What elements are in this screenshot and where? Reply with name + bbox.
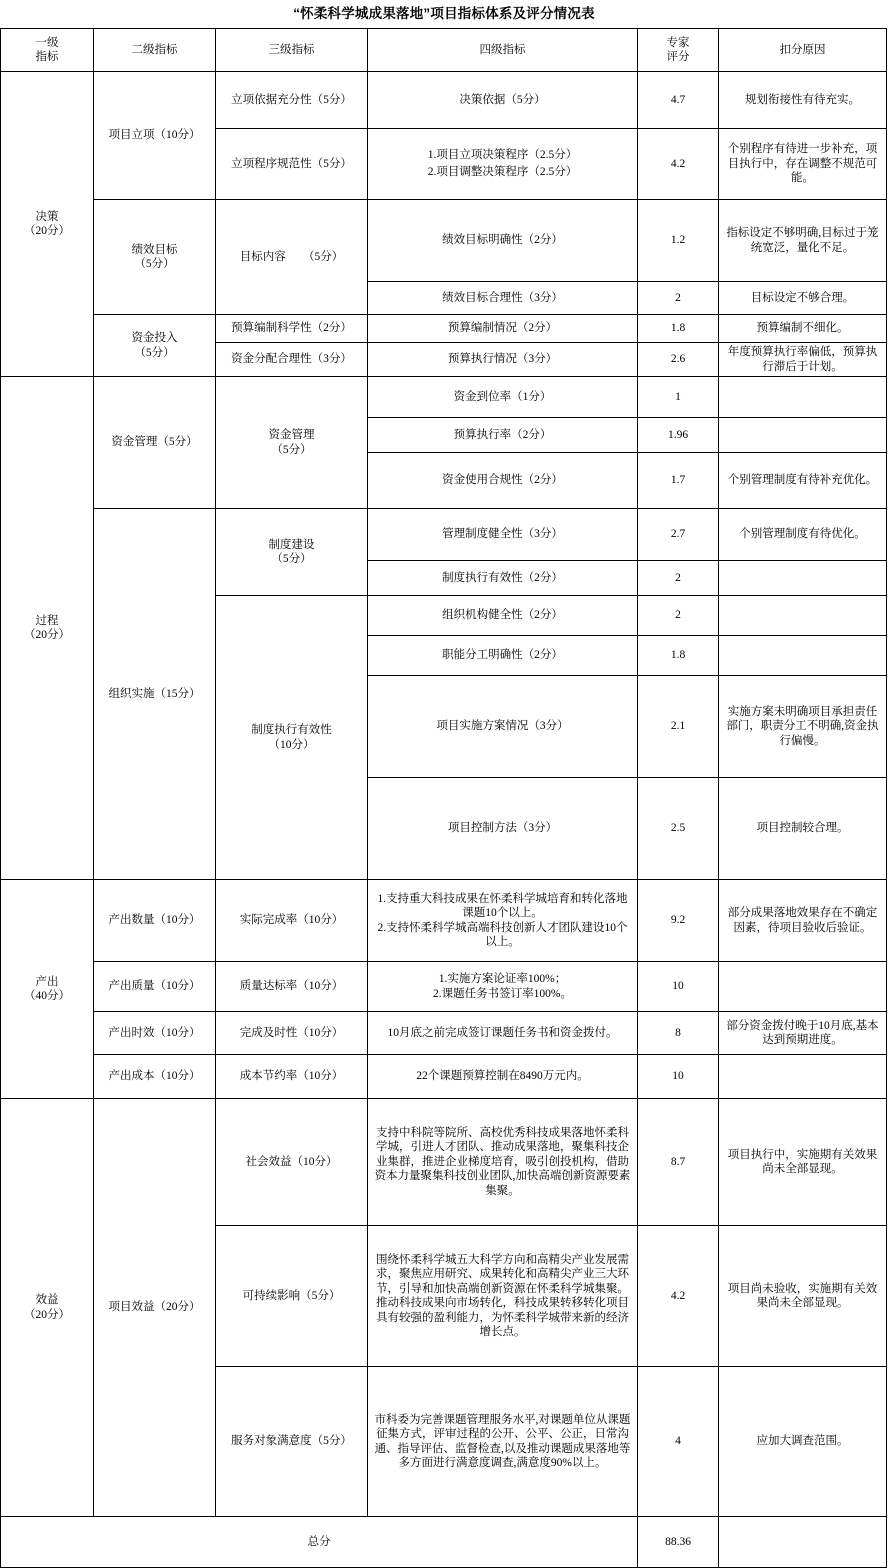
level3-indicator-weight: （10分） (268, 738, 315, 751)
level3-indicator-name: 目标内容 （5分） (239, 250, 344, 263)
level4-indicator-cell (368, 880, 638, 962)
expert-score-cell: 1 (638, 377, 719, 418)
deduction-reason-cell: 项目控制较合理。 (719, 778, 887, 880)
column-header-expert-score-line1: 专家 (666, 36, 690, 49)
level4-indicator-cell: 预算编制情况（2分） (368, 315, 638, 343)
level4-indicator-cell (368, 962, 638, 1012)
expert-score-cell: 2.5 (638, 778, 719, 880)
column-header-expert-score-line2: 评分 (666, 51, 690, 63)
level3-indicator-cell (216, 962, 368, 1012)
level3-indicator-name: 预算编制科学性（2分） (231, 322, 352, 335)
level1-indicator-weight: （20分） (24, 1308, 70, 1321)
expert-score-cell: 2.7 (638, 509, 719, 561)
level4-indicator-cell: 预算执行率（2分） (368, 418, 638, 453)
level3-indicator-name: 成本节约率（10分） (239, 1070, 344, 1083)
deduction-reason-cell: 应加大调查范围。 (719, 1367, 887, 1517)
level3-indicator-cell (216, 1367, 368, 1517)
expert-score-cell: 2 (638, 561, 719, 596)
column-header-level4: 四级指标 (368, 29, 638, 72)
deduction-reason-cell: 实施方案未明确项目承担责任部门，职责分工不明确,资金执行偏慢。 (719, 676, 887, 778)
level4-indicator-cell: 制度执行有效性（2分） (368, 561, 638, 596)
level3-indicator-name: 立项依据充分性（5分） (231, 93, 352, 106)
expert-score-cell: 4.2 (638, 1226, 719, 1367)
level2-indicator-name: 产出质量（10分） (108, 980, 201, 993)
level2-indicator-name: 项目效益（20分） (108, 1301, 201, 1314)
deduction-reason-cell (719, 418, 887, 453)
column-header-level1-line1: 一级 (35, 36, 59, 49)
level2-indicator-cell (94, 880, 216, 962)
level2-indicator-name: 产出时效（10分） (108, 1026, 201, 1039)
level3-indicator-name: 资金管理 (268, 429, 315, 441)
level2-indicator-cell (94, 315, 216, 377)
level4-indicator-cell: 决策依据（5分） (368, 72, 638, 129)
expert-score-cell: 2 (638, 282, 719, 315)
level4-indicator-line: 1.项目立项决策程序（2.5分） (427, 149, 578, 161)
level2-indicator-name: 组织实施（15分） (108, 687, 201, 700)
level1-indicator-name: 效益 (35, 1294, 59, 1306)
level3-indicator-cell (216, 1226, 368, 1367)
level3-indicator-name: 服务对象满意度（5分） (231, 1435, 352, 1448)
level1-indicator-cell (1, 1099, 94, 1517)
table-row (1, 962, 887, 1012)
deduction-reason-cell (719, 561, 887, 596)
level2-indicator-cell (94, 1012, 216, 1055)
expert-score-cell: 8 (638, 1012, 719, 1055)
deduction-reason-cell (719, 962, 887, 1012)
level2-indicator-name: 项目立项（10分） (108, 129, 201, 142)
deduction-reason-cell: 项目执行中，实施期有关效果尚未全部显现。 (719, 1099, 887, 1226)
deduction-reason-cell (719, 1055, 887, 1099)
level4-indicator-cell (368, 129, 638, 200)
deduction-reason-cell (719, 596, 887, 636)
column-header-level1-line2: 指标 (35, 51, 59, 63)
table-row (1, 200, 887, 282)
level2-indicator-cell (94, 1099, 216, 1517)
level3-indicator-name: 实际完成率（10分） (239, 914, 344, 927)
level4-indicator-cell: 支持中科院等院所、高校优秀科技成果落地怀柔科学城，引进人才团队、推动成果落地，聚集科技企业集群，推进企业梯度培育，吸引创投机构，借助资本力量聚集科技创业团队,加快高端创新资源要素集聚。 (368, 1099, 638, 1226)
expert-score-cell: 2.6 (638, 343, 719, 377)
page-title: “怀柔科学城成果落地”项目指标体系及评分情况表 (293, 6, 595, 21)
level1-indicator-weight: （40分） (24, 990, 70, 1002)
expert-score-cell: 4.2 (638, 129, 719, 200)
level1-indicator-weight: （20分） (24, 629, 70, 641)
level2-indicator-name: 资金管理（5分） (111, 436, 198, 449)
deduction-reason-cell: 部分成果落地效果存在不确定因素，待项目验收后验证。 (719, 880, 887, 962)
level4-indicator-line: 2.支持怀柔科学城高端科技创新人才团队建设10个以上。 (377, 921, 628, 948)
table-row (1, 72, 887, 129)
level3-indicator-name: 完成及时性（10分） (239, 1026, 344, 1039)
level1-indicator-name: 过程 (35, 614, 59, 627)
level4-indicator-cell: 资金到位率（1分） (368, 377, 638, 418)
expert-score-cell: 2.1 (638, 676, 719, 778)
level2-indicator-cell (94, 200, 216, 315)
total-reason (719, 1517, 887, 1568)
expert-score-cell: 8.7 (638, 1099, 719, 1226)
table-row (1, 377, 887, 418)
level3-indicator-name: 资金分配合理性（3分） (231, 353, 352, 366)
deduction-reason-cell: 个别管理制度有待优化。 (719, 509, 887, 561)
expert-score-cell: 1.96 (638, 418, 719, 453)
level2-indicator-cell (94, 509, 216, 880)
level3-indicator-name: 制度执行有效性 (251, 724, 332, 736)
table-row (1, 509, 887, 561)
deduction-reason-cell: 个别程序有待进一步补充，项目执行中，存在调整不规范可能。 (719, 129, 887, 200)
column-header-level3: 三级指标 (216, 29, 368, 72)
column-header-level2: 二级指标 (94, 29, 216, 72)
table-body (1, 72, 887, 1568)
column-header-deduction-reason: 扣分原因 (719, 29, 887, 72)
level3-indicator-weight: （5分） (271, 553, 312, 565)
level1-indicator-name: 产出 (35, 975, 59, 988)
expert-score-cell: 4.7 (638, 72, 719, 129)
level4-indicator-cell: 组织机构健全性（2分） (368, 596, 638, 636)
level3-indicator-weight: （5分） (271, 443, 312, 456)
level3-indicator-cell (216, 129, 368, 200)
level4-indicator-line: 2.课题任务书签订率100%。 (433, 987, 572, 1000)
header-row (1, 29, 887, 72)
level2-indicator-cell (94, 72, 216, 200)
table-row (1, 1055, 887, 1099)
deduction-reason-cell: 年度预算执行率偏低，预算执行滞后于计划。 (719, 343, 887, 377)
level4-indicator-cell: 资金使用合规性（2分） (368, 453, 638, 509)
deduction-reason-cell: 指标设定不够明确,目标过于笼统宽泛，量化不足。 (719, 200, 887, 282)
level4-indicator-line: 2.项目调整决策程序（2.5分） (427, 166, 578, 178)
level1-indicator-cell (1, 377, 94, 880)
expert-score-cell: 1.2 (638, 200, 719, 282)
total-label: 总分 (1, 1517, 638, 1568)
level3-indicator-name: 可持续影响（5分） (242, 1289, 341, 1302)
deduction-reason-cell: 项目尚未验收，实施期有关效果尚未全部显现。 (719, 1226, 887, 1367)
column-header-expert-score (638, 29, 719, 72)
table-row (1, 880, 887, 962)
level3-indicator-cell (216, 200, 368, 315)
expert-score-cell: 10 (638, 962, 719, 1012)
level2-indicator-cell (94, 962, 216, 1012)
expert-score-cell: 1.8 (638, 315, 719, 343)
expert-score-cell: 1.8 (638, 636, 719, 676)
level2-indicator-name: 产出数量（10分） (108, 914, 201, 927)
level2-indicator-name: 资金投入 (131, 332, 178, 344)
level4-indicator-cell: 管理制度健全性（3分） (368, 509, 638, 561)
level4-indicator-cell: 市科委为完善课题管理服务水平,对课题单位从课题征集方式，评审过程的公开、公平、公正，日常沟通、指导评估、监督检查,以及推动课题成果落地等多方面进行满意度调查,满意度90%以上。 (368, 1367, 638, 1517)
level4-indicator-cell: 项目实施方案情况（3分） (368, 676, 638, 778)
expert-score-cell: 10 (638, 1055, 719, 1099)
level4-indicator-cell: 围绕怀柔科学城五大科学方向和高精尖产业发展需求，聚焦应用研究、成果转化和高精尖产业三大环节，引导和加快高端创新资源在怀柔科学城集聚。推动科技成果向市场转化，科技成果转移转化项目具有较强的盈利能力，为怀柔科学城带来新的经济增长点。 (368, 1226, 638, 1367)
level2-indicator-cell (94, 377, 216, 509)
column-header-level1 (1, 29, 94, 72)
level4-indicator-cell: 项目控制方法（3分） (368, 778, 638, 880)
level3-indicator-cell (216, 509, 368, 596)
level3-indicator-cell (216, 315, 368, 343)
level2-indicator-weight: （5分） (134, 258, 175, 270)
level4-indicator-cell: 绩效目标合理性（3分） (368, 282, 638, 315)
level3-indicator-cell (216, 1099, 368, 1226)
expert-score-cell: 9.2 (638, 880, 719, 962)
level1-indicator-weight: （20分） (24, 225, 70, 237)
deduction-reason-cell: 预算编制不细化。 (719, 315, 887, 343)
level3-indicator-name: 质量达标率（10分） (239, 980, 344, 993)
level1-indicator-cell (1, 72, 94, 377)
level3-indicator-name: 立项程序规范性（5分） (231, 157, 352, 170)
level4-indicator-line: 1.支持重大科技成果在怀柔科学城培育和转化落地课题10个以上。 (377, 892, 628, 919)
level2-indicator-name: 绩效目标 (131, 243, 178, 256)
expert-score-cell: 2 (638, 596, 719, 636)
deduction-reason-cell: 个别管理制度有待补充优化。 (719, 453, 887, 509)
table-row (1, 1099, 887, 1226)
level3-indicator-cell (216, 72, 368, 129)
level1-indicator-name: 决策 (35, 210, 59, 223)
level4-indicator-line: 1.实施方案论证率100%； (438, 973, 567, 985)
deduction-reason-cell: 目标设定不够合理。 (719, 282, 887, 315)
deduction-reason-cell: 规划衔接性有待充实。 (719, 72, 887, 129)
level4-indicator-cell: 绩效目标明确性（2分） (368, 200, 638, 282)
deduction-reason-cell (719, 377, 887, 418)
level4-indicator-cell: 职能分工明确性（2分） (368, 636, 638, 676)
level1-indicator-cell (1, 880, 94, 1099)
total-row (1, 1517, 887, 1568)
level4-indicator-cell: 22个课题预算控制在8490万元内。 (368, 1055, 638, 1099)
level3-indicator-cell (216, 596, 368, 880)
table-row (1, 1012, 887, 1055)
level3-indicator-cell (216, 880, 368, 962)
level3-indicator-cell (216, 1012, 368, 1055)
level2-indicator-weight: （5分） (134, 346, 175, 359)
deduction-reason-cell: 部分资金拨付晚于10月底,基本达到预期进度。 (719, 1012, 887, 1055)
level4-indicator-cell: 预算执行情况（3分） (368, 343, 638, 377)
level2-indicator-name: 产出成本（10分） (108, 1070, 201, 1083)
expert-score-cell: 4 (638, 1367, 719, 1517)
indicator-scoring-table (0, 28, 887, 1568)
expert-score-cell: 1.7 (638, 453, 719, 509)
level3-indicator-name: 制度建设 (268, 538, 315, 551)
deduction-reason-cell (719, 636, 887, 676)
level2-indicator-cell (94, 1055, 216, 1099)
total-score: 88.36 (638, 1517, 719, 1568)
level3-indicator-cell (216, 1055, 368, 1099)
level3-indicator-cell (216, 377, 368, 509)
table-row (1, 315, 887, 343)
level3-indicator-cell (216, 343, 368, 377)
table-header (1, 29, 887, 72)
level4-indicator-cell: 10月底之前完成签订课题任务书和资金拨付。 (368, 1012, 638, 1055)
level3-indicator-name: 社会效益（10分） (245, 1155, 338, 1168)
